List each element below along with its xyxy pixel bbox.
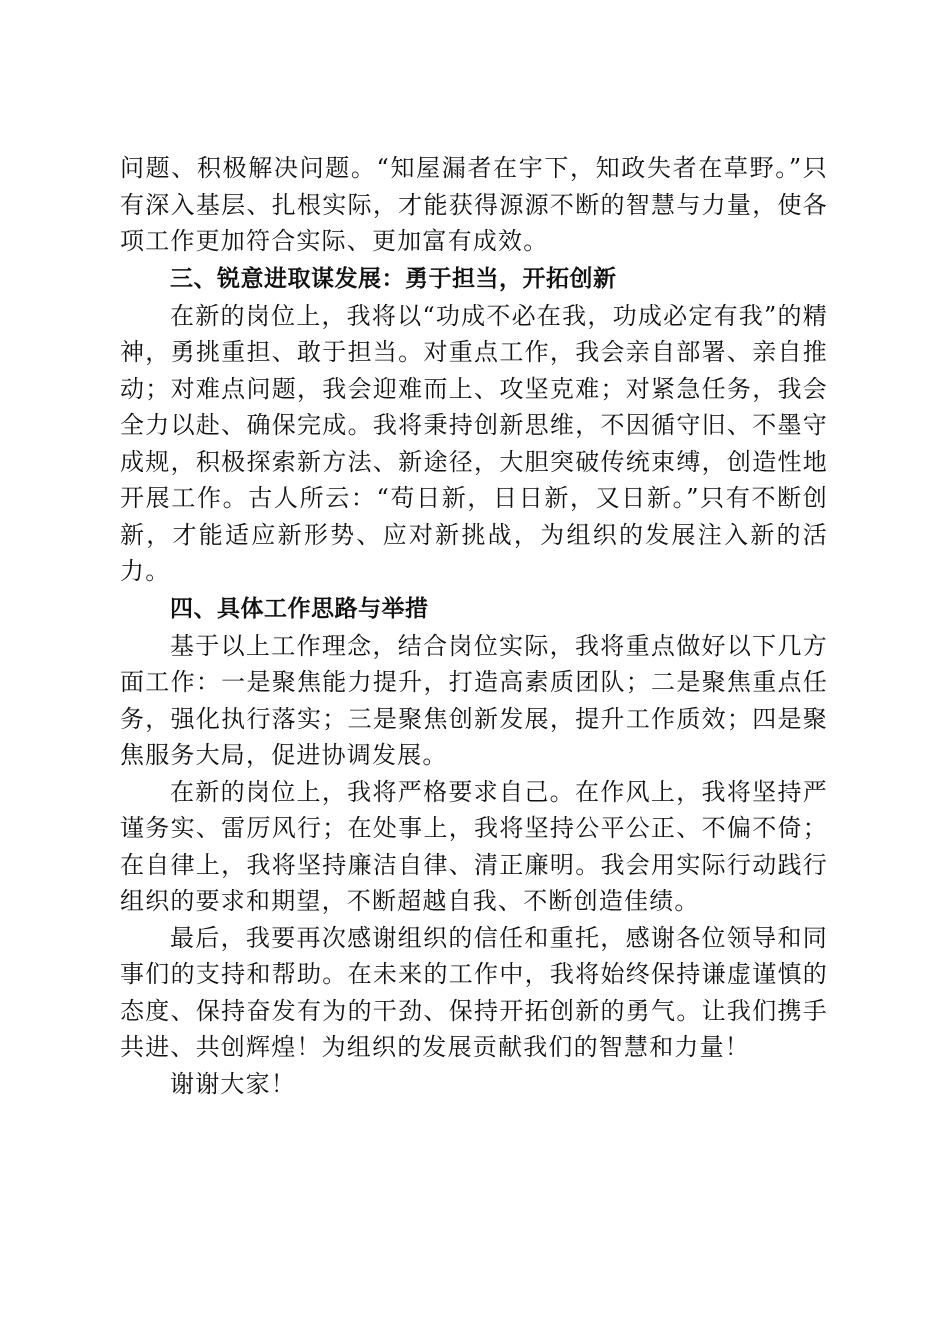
section-heading-three: 三、锐意进取谋发展：勇于担当，开拓创新 — [170, 265, 617, 292]
paragraph-self-discipline: 在新的岗位上，我将严格要求自己。在作风上，我将坚持严谨务实、雷厉风行；在处事上，我将坚持公平公正、不偏不倚；在自律上，我将坚持廉洁自律、清正廉明。我会用实际行动践行组织的要求和期望，不断超越自我、不断创造佳绩。 — [120, 777, 828, 915]
section-heading-four: 四、具体工作思路与举措 — [170, 595, 429, 622]
paragraph-thanks: 谢谢大家！ — [170, 1069, 296, 1098]
paragraph-continuation: 问题、积极解决问题。“知屋漏者在宇下，知政失者在草野。”只有深入基层、扎根实际，才能获得源源不断的智慧与力量，使各项工作更加符合实际、更加富有成效。 — [120, 154, 828, 255]
document-page — [120, 150, 828, 1102]
paragraph-work-plan: 基于以上工作理念，结合岗位实际，我将重点做好以下几方面工作：一是聚焦能力提升，打造高素质团队；二是聚焦重点任务，强化执行落实；三是聚焦创新发展，提升工作质效；四是聚焦服务大局，促进协调发展。 — [120, 631, 828, 769]
paragraph-innovation: 在新的岗位上，我将以“功成不必在我，功成必定有我”的精神，勇挑重担、敢于担当。对重点工作，我会亲自部署、亲自推动；对难点问题，我会迎难而上、攻坚克难；对紧急任务，我会全力以赴、确保完成。我将秉持创新思维，不因循守旧、不墨守成规，积极探索新方法、新途径，大胆突破传统束缚，创造性地开展工作。古人所云：“苟日新，日日新，又日新。”只有不断创新，才能适应新形势、应对新挑战，为组织的发展注入新的活力。 — [120, 301, 828, 585]
paragraph-closing: 最后，我要再次感谢组织的信任和重托，感谢各位领导和同事们的支持和帮助。在未来的工作中，我将始终保持谦虚谨慎的态度、保持奋发有为的干劲、保持开拓创新的勇气。让我们携手共进、共创辉煌！为组织的发展贡献我们的智慧和力量！ — [120, 923, 828, 1061]
